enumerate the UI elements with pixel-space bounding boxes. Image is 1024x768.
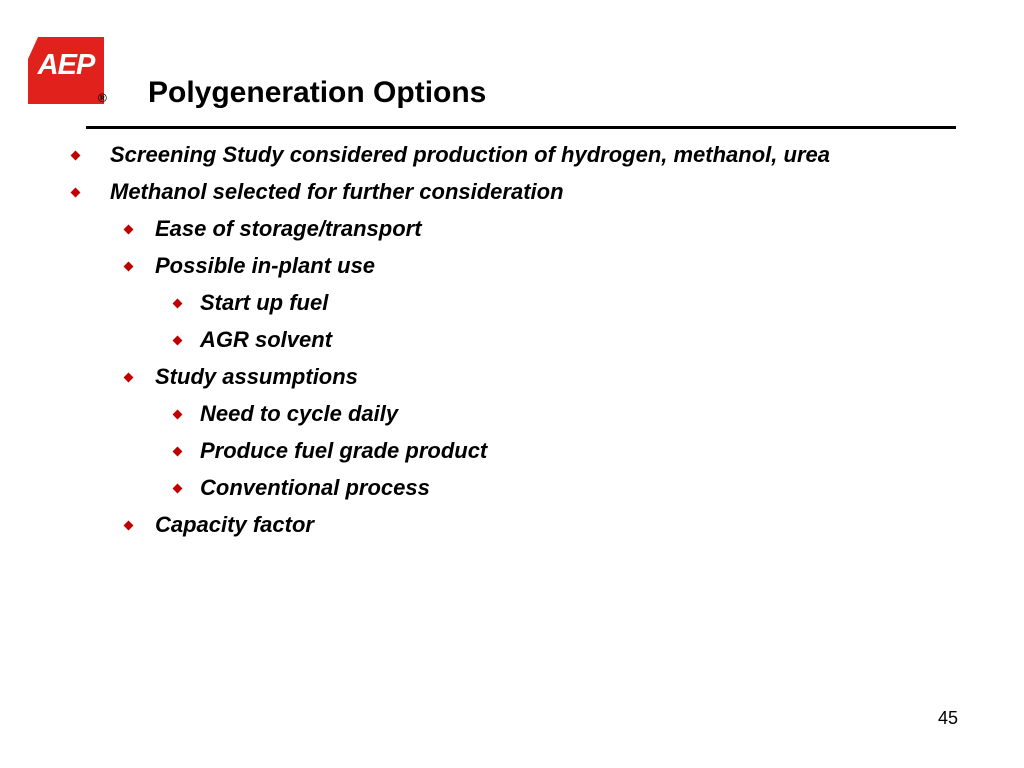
bullet-text: Methanol selected for further consideration — [110, 179, 564, 204]
bullet-text: AGR solvent — [200, 327, 333, 352]
bullet-item — [110, 144, 830, 166]
bullet-text: Start up fuel — [200, 290, 329, 315]
diamond-bullet-icon — [71, 151, 81, 161]
bullet-text: Ease of storage/transport — [155, 216, 422, 241]
bullet-text: Need to cycle daily — [200, 401, 399, 426]
diamond-bullet-icon — [173, 484, 183, 494]
registered-mark: ® — [98, 91, 107, 105]
slide-title: Polygeneration Options — [148, 76, 487, 109]
aep-logo — [28, 37, 104, 104]
diamond-bullet-icon — [71, 188, 81, 198]
aep-logo-text: AEP — [37, 49, 95, 81]
diamond-bullet-icon — [124, 521, 134, 531]
diamond-bullet-icon — [173, 299, 183, 309]
diamond-bullet-icon — [173, 410, 183, 420]
bullet-item — [155, 366, 358, 388]
bullet-item — [155, 218, 422, 240]
bullet-text: Study assumptions — [155, 364, 358, 389]
diamond-bullet-icon — [124, 262, 134, 272]
diamond-bullet-icon — [124, 225, 134, 235]
bullet-text: Conventional process — [200, 475, 430, 500]
bullet-item — [200, 403, 398, 425]
title-divider — [86, 126, 956, 129]
bullet-item — [200, 329, 332, 351]
bullet-item — [200, 477, 430, 499]
bullet-item — [200, 440, 487, 462]
bullet-item — [155, 255, 375, 277]
bullet-item — [200, 292, 328, 314]
page-number: 45 — [938, 708, 959, 728]
bullet-text: Capacity factor — [155, 512, 314, 537]
bullet-text: Screening Study considered production of hydrogen, methanol, urea — [110, 142, 830, 167]
diamond-bullet-icon — [124, 373, 134, 383]
diamond-bullet-icon — [173, 336, 183, 346]
bullet-text: Possible in-plant use — [155, 253, 376, 278]
bullet-text: Produce fuel grade product — [200, 438, 488, 463]
bullet-item — [155, 514, 314, 536]
diamond-bullet-icon — [173, 447, 183, 457]
bullet-item — [110, 181, 564, 203]
